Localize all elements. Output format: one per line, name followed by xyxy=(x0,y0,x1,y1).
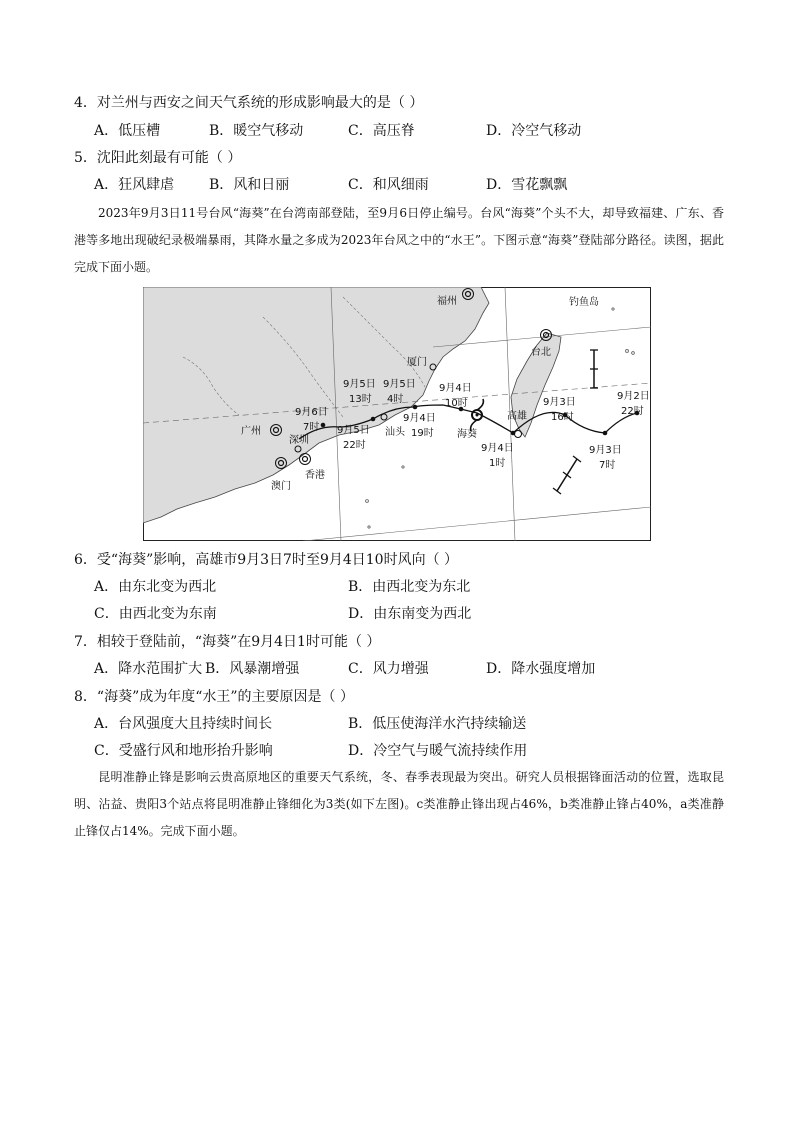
passage-typhoon-text: 2023年9月3日11号台风“海葵”在台湾南部登陆，至9月6日停止编号。台风“海葵”个头不大，却导致福建、广东、香港等多地出现破纪录极端暴雨，其降水量之多成为2023年台风之中的“水王”。下图示意“海葵”登陆部分路径。读图，据此完成下面小题。 xyxy=(74,206,724,274)
q6-option-d[interactable]: D．由东南变为西北 xyxy=(348,606,472,622)
svg-text:9月3日: 9月3日 xyxy=(543,397,576,408)
svg-text:22时: 22时 xyxy=(343,440,366,451)
q5-option-b[interactable]: B．风和日丽 xyxy=(209,177,290,193)
q7-stem: 7．相较于登陆前，“海葵”在9月4日1时可能（ ） xyxy=(74,634,381,650)
q7-option-c[interactable]: C．风力增强 xyxy=(348,661,429,677)
passage-typhoon xyxy=(74,200,724,281)
svg-text:7时: 7时 xyxy=(599,460,616,471)
svg-text:7时: 7时 xyxy=(303,422,320,433)
q7-option-b[interactable]: B．风暴潮增强 xyxy=(205,661,300,677)
q7-option-a[interactable]: A．降水范围扩大 xyxy=(94,661,203,677)
svg-text:9月5日: 9月5日 xyxy=(337,425,370,436)
svg-text:4时: 4时 xyxy=(387,394,404,405)
svg-text:1时: 1时 xyxy=(489,458,506,469)
city-label-gaoxiong: 高雄 xyxy=(507,411,527,422)
q6-option-b[interactable]: B．由西北变为东北 xyxy=(348,579,471,595)
svg-text:9月4日: 9月4日 xyxy=(439,383,472,394)
city-label-taibei: 台北 xyxy=(531,347,551,358)
q5-stem: 5．沈阳此刻最有可能（ ） xyxy=(74,150,242,166)
svg-text:10时: 10时 xyxy=(445,398,468,409)
q5-option-c[interactable]: C．和风细雨 xyxy=(348,177,429,193)
q4-stem: 4．对兰州与西安之间天气系统的形成影响最大的是（ ） xyxy=(74,95,424,111)
q8-option-c[interactable]: C．受盛行风和地形抬升影响 xyxy=(94,743,273,759)
city-label-xiamen: 厦门 xyxy=(407,357,427,368)
label-diaoyudao: 钓鱼岛 xyxy=(569,297,599,308)
q8-option-a[interactable]: A．台风强度大且持续时间长 xyxy=(94,716,273,732)
svg-text:9月4日: 9月4日 xyxy=(481,443,514,454)
svg-text:9月4日: 9月4日 xyxy=(403,413,436,424)
q6-option-a[interactable]: A．由东北变为西北 xyxy=(94,579,217,595)
svg-text:19时: 19时 xyxy=(411,428,434,439)
svg-text:9月2日: 9月2日 xyxy=(617,391,650,402)
q4-option-a[interactable]: A．低压槽 xyxy=(94,123,161,139)
q6-stem: 6．受“海葵”影响，高雄市9月3日7时至9月4日10时风向（ ） xyxy=(74,552,459,568)
passage-front xyxy=(74,764,724,845)
q5-option-a[interactable]: A．狂风肆虐 xyxy=(94,177,175,193)
svg-text:9月5日: 9月5日 xyxy=(383,379,416,390)
svg-text:9月3日: 9月3日 xyxy=(589,445,622,456)
passage-front-text: 昆明准静止锋是影响云贵高原地区的重要天气系统，冬、春季表现最为突出。研究人员根据锋面活动的位置，选取昆明、沾益、贵阳3个站点将昆明准静止锋细化为3类(如下左图)。c类准静止锋出现占46%，b类准静止锋占40%，a类准静止锋仅占14%。完成下面小题。 xyxy=(74,770,724,838)
svg-text:13时: 13时 xyxy=(349,394,372,405)
city-label-guangzhou: 广州 xyxy=(241,426,261,437)
svg-text:9月5日: 9月5日 xyxy=(343,379,376,390)
typhoon-track-map xyxy=(143,287,651,541)
svg-text:16时: 16时 xyxy=(551,412,574,423)
q6-option-c[interactable]: C．由西北变为东南 xyxy=(94,606,217,622)
typhoon-name-label: 海葵 xyxy=(457,429,477,440)
q5-option-d[interactable]: D．雪花飘飘 xyxy=(486,177,568,193)
city-label-shantou: 汕头 xyxy=(385,427,405,438)
city-label-aomen: 澳门 xyxy=(271,481,291,492)
q7-option-d[interactable]: D．降水强度增加 xyxy=(486,661,596,677)
q4-option-b[interactable]: B．暖空气移动 xyxy=(209,123,304,139)
svg-text:9月6日: 9月6日 xyxy=(295,407,328,418)
q8-option-b[interactable]: B．低压使海洋水汽持续输送 xyxy=(348,716,527,732)
svg-text:22时: 22时 xyxy=(621,406,644,417)
q8-stem: 8．“海葵”成为年度“水王”的主要原因是（ ） xyxy=(74,689,354,705)
city-label-xianggang: 香港 xyxy=(305,470,325,481)
city-label-shenzhen: 深圳 xyxy=(289,435,309,446)
q4-option-c[interactable]: C．高压脊 xyxy=(348,123,415,139)
q4-option-d[interactable]: D．冷空气移动 xyxy=(486,123,582,139)
q8-option-d[interactable]: D．冷空气与暖气流持续作用 xyxy=(348,743,528,759)
city-label-fuzhou: 福州 xyxy=(437,296,457,307)
